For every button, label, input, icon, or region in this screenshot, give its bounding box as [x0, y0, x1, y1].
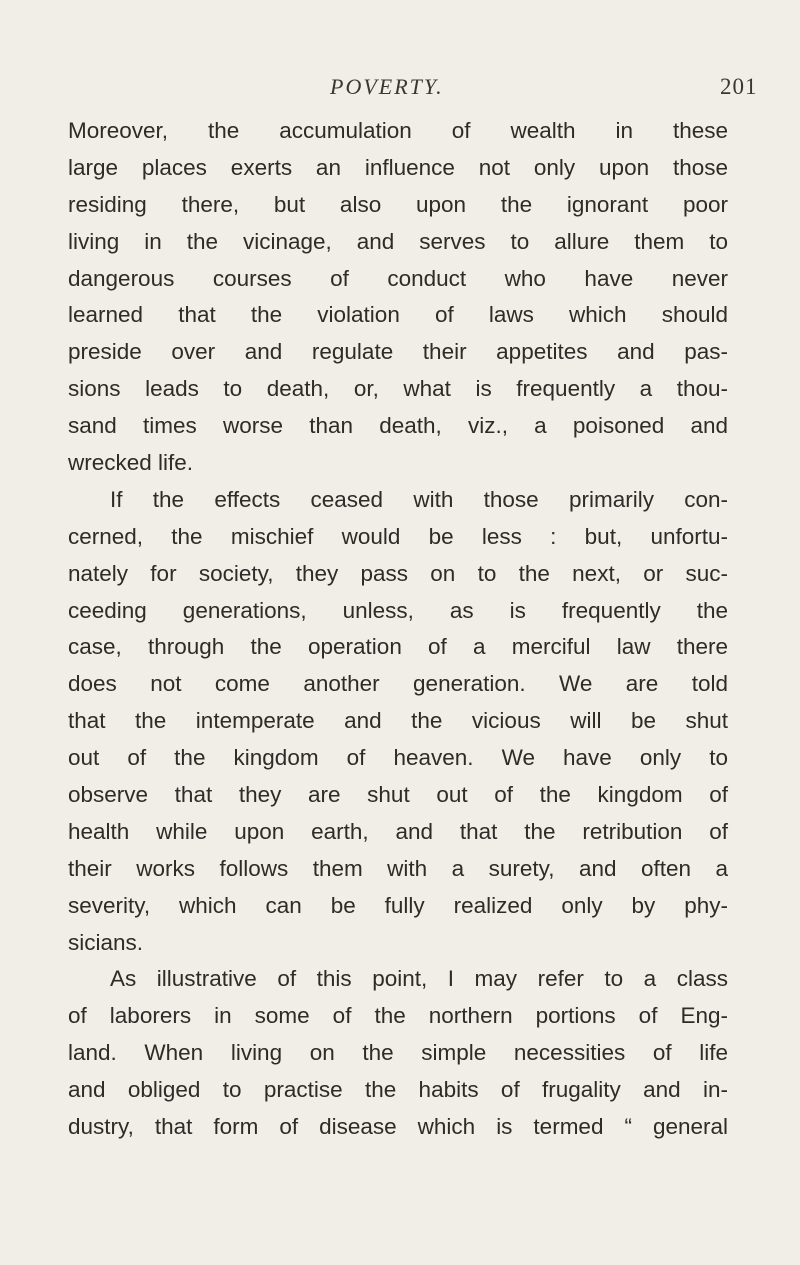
text-line: of laborers in some of the northern portions of Eng-: [68, 1003, 728, 1029]
paragraph: [68, 113, 728, 482]
text-line: As illustrative of this point, I may refer to a class: [110, 966, 728, 992]
text-line: sand times worse than death, viz., a poisoned and: [68, 413, 728, 439]
text-line: land. When living on the simple necessities of life: [68, 1040, 728, 1066]
text-line: sicians.: [68, 929, 144, 955]
paragraph: [68, 482, 728, 962]
text-line: their works follows them with a surety, and often a: [68, 855, 728, 881]
running-title: POVERTY.: [330, 74, 444, 99]
page-number: 201: [720, 74, 758, 99]
text-line: wrecked life.: [68, 450, 194, 476]
text-line: preside over and regulate their appetites and pas-: [68, 339, 728, 365]
text-line: and obliged to practise the habits of frugality and in-: [68, 1077, 728, 1103]
text-line: dustry, that form of disease which is termed “ general: [68, 1114, 728, 1140]
text-line: sions leads to death, or, what is frequently a thou-: [68, 376, 728, 402]
text-line: Moreover, the accumulation of wealth in these: [68, 118, 728, 143]
text-line: nately for society, they pass on to the next, or suc-: [68, 560, 728, 586]
paragraph: [68, 961, 728, 1145]
text-line: health while upon earth, and that the retribution of: [68, 818, 728, 844]
text-line: If the effects ceased with those primarily con-: [110, 486, 728, 512]
text-line: large places exerts an influence not only upon those: [68, 154, 728, 180]
text-line: out of the kingdom of heaven. We have only to: [68, 745, 728, 771]
text-line: cerned, the mischief would be less : but, unfortu-: [68, 523, 728, 549]
text-line: observe that they are shut out of the kingdom of: [68, 782, 728, 808]
text-line: that the intemperate and the vicious will be shut: [68, 708, 728, 734]
text-line: living in the vicinage, and serves to allure them to: [68, 228, 728, 254]
text-line: case, through the operation of a merciful law there: [68, 634, 728, 660]
text-line: learned that the violation of laws which should: [68, 302, 728, 328]
text-line: severity, which can be fully realized only by phy-: [68, 892, 728, 918]
text-line: residing there, but also upon the ignorant poor: [68, 191, 728, 217]
text-line: dangerous courses of conduct who have never: [68, 265, 728, 291]
text-line: ceeding generations, unless, as is frequently the: [68, 597, 728, 623]
body-text: [68, 113, 728, 1146]
text-line: does not come another generation. We are told: [68, 671, 728, 697]
running-head: [0, 74, 800, 104]
